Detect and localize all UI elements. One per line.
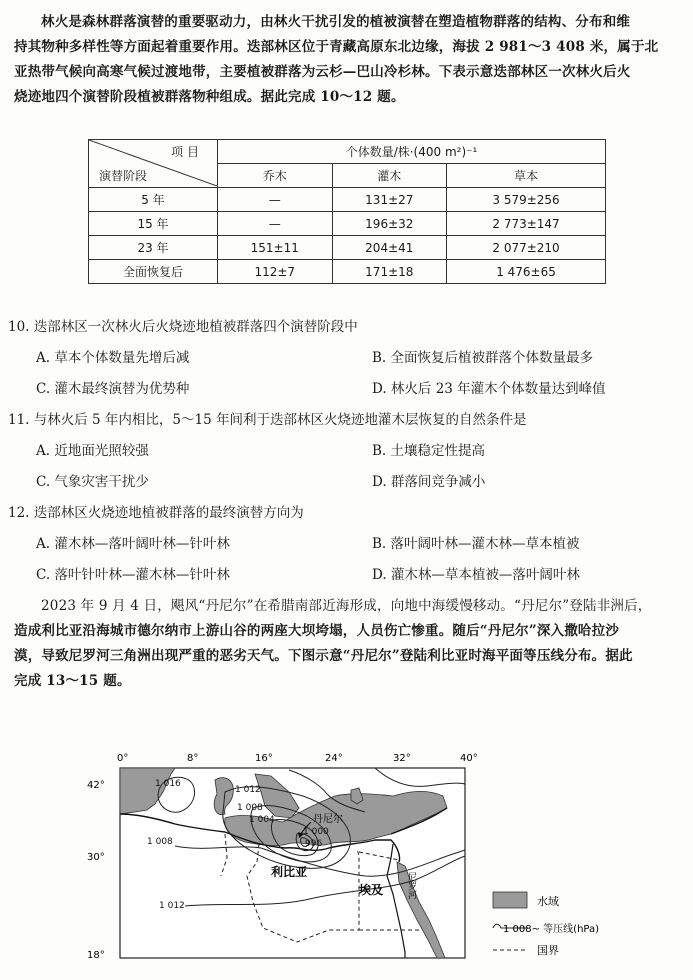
col-header-herb: 草本 bbox=[447, 164, 606, 188]
nile-label: 尼罗河 bbox=[406, 872, 416, 899]
isobar-label: 1 008 bbox=[147, 837, 173, 847]
table-row bbox=[89, 236, 606, 260]
question-12-stem: 12. 迭部林区火烧迹地植被群落的最终演替方向为 bbox=[8, 505, 304, 521]
stage-cell: 全面恢复后 bbox=[89, 260, 218, 284]
legend-water-label: 水域 bbox=[537, 895, 559, 908]
table-row bbox=[89, 260, 606, 284]
q11-option-d: D. 群落间竞争减小 bbox=[372, 474, 486, 490]
intro-line-4: 烧迹地四个演替阶段植被群落物种组成。据此完成 10～12 题。 bbox=[14, 89, 405, 105]
egypt-label: 埃及 bbox=[359, 883, 384, 897]
q12-option-b: B. 落叶阔叶林—灌木林—草本植被 bbox=[372, 536, 580, 552]
q12-option-d: D. 灌木林—草本植被—落叶阔叶林 bbox=[372, 567, 580, 583]
question-11-stem: 11. 与林火后 5 年内相比，5～15 年间利于迭部林区火烧迹地灌木层恢复的自然条件是 bbox=[8, 412, 527, 428]
lat-label: 18° bbox=[87, 950, 105, 961]
col-header-arbor: 乔木 bbox=[218, 164, 333, 188]
lon-label: 16° bbox=[255, 753, 273, 764]
q10-option-a: A. 草本个体数量先增后减 bbox=[36, 350, 190, 366]
arbor-cell: — bbox=[218, 188, 333, 212]
intro2-line-3: 漠，导致尼罗河三角洲出现严重的恶劣天气。下图示意“丹尼尔”登陆利比亚时海平面等压线分布。据此 bbox=[14, 648, 633, 664]
herb-cell: 1 476±65 bbox=[447, 260, 606, 284]
shrub-cell: 131±27 bbox=[332, 188, 447, 212]
lat-label: 42° bbox=[87, 780, 105, 791]
q11-option-b: B. 土壤稳定性提高 bbox=[372, 443, 486, 459]
q12-option-a: A. 灌木林—落叶阔叶林—针叶林 bbox=[36, 536, 230, 552]
legend-isobar-label: 1 008~ 等压线(hPa) bbox=[503, 924, 600, 935]
lat-label: 30° bbox=[87, 852, 105, 863]
lon-label: 32° bbox=[393, 753, 411, 764]
arbor-cell: 151±11 bbox=[218, 236, 333, 260]
q11-option-a: A. 近地面光照较强 bbox=[36, 443, 149, 459]
legend-water-swatch bbox=[493, 892, 527, 908]
herb-cell: 2 077±210 bbox=[447, 236, 606, 260]
herb-cell: 2 773±147 bbox=[447, 212, 606, 236]
intro2-paragraph bbox=[14, 594, 682, 694]
shrub-cell: 196±32 bbox=[332, 212, 447, 236]
stage-cell: 23 年 bbox=[89, 236, 218, 260]
question-10-stem: 10. 迭部林区一次林火后火烧迹地植被群落四个演替阶段中 bbox=[8, 319, 358, 335]
intro-paragraph bbox=[14, 10, 682, 110]
lon-label: 24° bbox=[325, 753, 343, 764]
isobar-label: 1 016 bbox=[155, 779, 181, 789]
stage-cell: 5 年 bbox=[89, 188, 218, 212]
q10-option-c: C. 灌木最终演替为优势种 bbox=[36, 381, 190, 397]
herb-cell: 3 579±256 bbox=[447, 188, 606, 212]
isobar-label: 996 bbox=[305, 839, 323, 849]
q12-option-c: C. 落叶针叶林—灌木林—针叶林 bbox=[36, 567, 230, 583]
succession-table bbox=[88, 139, 606, 284]
map-legend bbox=[493, 892, 599, 957]
corner-top-label: 项 目 bbox=[171, 145, 199, 159]
isobar-label: 1 000 bbox=[303, 827, 329, 837]
col-header-shrub: 灌木 bbox=[332, 164, 447, 188]
q10-option-d: D. 林火后 23 年灌木个体数量达到峰值 bbox=[372, 381, 606, 397]
isobar-map bbox=[75, 752, 685, 976]
intro-line-3: 亚热带气候向高寒气候过渡地带，主要植被群落为云杉—巴山冷杉林。下表示意迭部林区一次林火后火 bbox=[14, 64, 631, 80]
q10-option-b: B. 全面恢复后植被群落个体数量最多 bbox=[372, 350, 594, 366]
legend-border-label: 国界 bbox=[537, 944, 559, 957]
group-header: 个体数量/株·(400 m²)⁻¹ bbox=[218, 140, 606, 164]
intro2-line-2: 造成利比亚沿海城市德尔纳市上游山谷的两座大坝垮塌，人员伤亡惨重。随后“丹尼尔”深入撒哈拉沙 bbox=[14, 623, 620, 639]
intro-line-1: 林火是森林群落演替的重要驱动力，由林火干扰引发的植被演替在塑造植物群落的结构、分布和维 bbox=[41, 14, 631, 30]
cyclone-label: 丹尼尔 bbox=[313, 814, 343, 825]
libya-label: 利比亚 bbox=[271, 865, 308, 879]
isobar-label: 1 012 bbox=[159, 901, 185, 911]
lon-label: 0° bbox=[117, 753, 129, 764]
shrub-cell: 204±41 bbox=[332, 236, 447, 260]
intro-line-2: 持其物种多样性等方面起着重要作用。迭部林区位于青藏高原东北边缘，海拔 2 981～3 408 米，属于北 bbox=[14, 39, 659, 55]
arbor-cell: 112±7 bbox=[218, 260, 333, 284]
stage-cell: 15 年 bbox=[89, 212, 218, 236]
table-row bbox=[89, 188, 606, 212]
shrub-cell: 171±18 bbox=[332, 260, 447, 284]
lon-label: 8° bbox=[187, 753, 199, 764]
table-corner-cell bbox=[89, 140, 218, 188]
q11-option-c: C. 气象灾害干扰少 bbox=[36, 474, 149, 490]
arbor-cell: — bbox=[218, 212, 333, 236]
isobar-map-figure bbox=[75, 752, 685, 976]
intro2-line-4: 完成 13～15 题。 bbox=[14, 673, 131, 689]
table-row bbox=[89, 212, 606, 236]
isobar-label: 1 004 bbox=[249, 815, 275, 825]
isobar-label: 1 008 bbox=[237, 803, 263, 813]
lon-label: 40° bbox=[460, 753, 478, 764]
intro2-line-1: 2023 年 9 月 4 日，飓风“丹尼尔”在希腊南部近海形成，向地中海缓慢移动。“丹尼尔”登陆非洲后， bbox=[41, 598, 652, 614]
isobar-label: 1 012 bbox=[235, 785, 261, 795]
corner-bottom-label: 演替阶段 bbox=[99, 169, 148, 183]
